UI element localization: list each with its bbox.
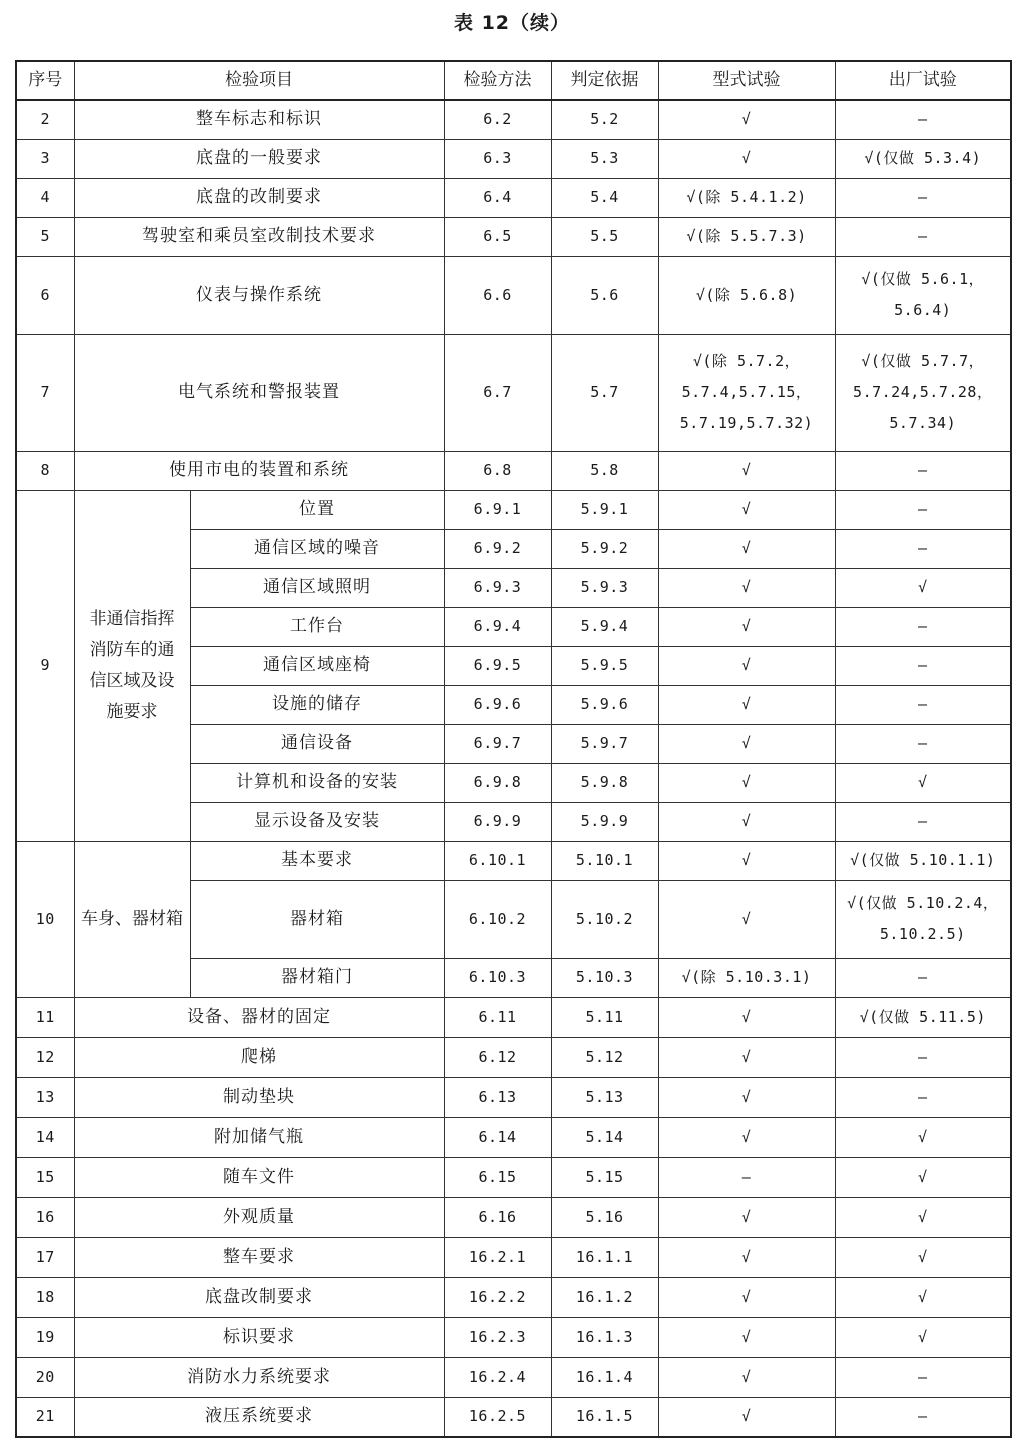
row-method: 6.6 xyxy=(444,256,551,334)
row-type-test: √(除 5.4.1.2) xyxy=(658,178,835,217)
row-basis: 5.9.5 xyxy=(551,646,658,685)
row-factory-test: √(仅做 5.3.4) xyxy=(835,139,1011,178)
row-factory-test: — xyxy=(835,1077,1011,1117)
row-type-test: √ xyxy=(658,100,835,139)
row-type-test: √ xyxy=(658,1197,835,1237)
row-item: 消防水力系统要求 xyxy=(74,1357,444,1397)
row-factory-test: √ xyxy=(835,1197,1011,1237)
header-method: 检验方法 xyxy=(444,61,551,100)
row-item: 整车要求 xyxy=(74,1237,444,1277)
row-basis: 5.9.4 xyxy=(551,607,658,646)
row-factory-test: — xyxy=(835,1397,1011,1437)
table-row xyxy=(16,139,1011,178)
row-item: 标识要求 xyxy=(74,1317,444,1357)
row-factory-test: √ xyxy=(835,1117,1011,1157)
row-type-test: √ xyxy=(658,997,835,1037)
row-factory-test: — xyxy=(835,646,1011,685)
table-row xyxy=(16,100,1011,139)
row-factory-test: — xyxy=(835,607,1011,646)
row-factory-test: — xyxy=(835,217,1011,256)
subrow-item: 设施的储存 xyxy=(190,685,444,724)
row-method: 6.10.3 xyxy=(444,958,551,997)
row-factory-test: — xyxy=(835,1357,1011,1397)
subrow-item: 通信区域照明 xyxy=(190,568,444,607)
table-row xyxy=(16,178,1011,217)
row-number: 19 xyxy=(16,1317,74,1357)
row-method: 16.2.2 xyxy=(444,1277,551,1317)
row-factory-test: — xyxy=(835,529,1011,568)
row-number: 5 xyxy=(16,217,74,256)
row-factory-test: — xyxy=(835,490,1011,529)
subrow-item: 通信区域座椅 xyxy=(190,646,444,685)
group-label: 非通信指挥 消防车的通 信区域及设 施要求 xyxy=(74,490,190,841)
row-type-test: √(除 5.10.3.1) xyxy=(658,958,835,997)
table-row xyxy=(16,1117,1011,1157)
row-method: 6.5 xyxy=(444,217,551,256)
row-type-test: √ xyxy=(658,763,835,802)
row-type-test: √ xyxy=(658,1117,835,1157)
row-method: 16.2.4 xyxy=(444,1357,551,1397)
row-factory-test: — xyxy=(835,451,1011,490)
inspection-table xyxy=(15,60,1012,1438)
row-method: 6.9.2 xyxy=(444,529,551,568)
row-method: 6.9.1 xyxy=(444,490,551,529)
row-type-test: √ xyxy=(658,841,835,880)
row-basis: 5.15 xyxy=(551,1157,658,1197)
row-method: 6.7 xyxy=(444,334,551,451)
subrow-item: 通信设备 xyxy=(190,724,444,763)
row-basis: 5.9.8 xyxy=(551,763,658,802)
header-item: 检验项目 xyxy=(74,61,444,100)
row-method: 6.9.9 xyxy=(444,802,551,841)
row-factory-test: — xyxy=(835,685,1011,724)
table-row xyxy=(16,1317,1011,1357)
subrow-item: 工作台 xyxy=(190,607,444,646)
row-number: 11 xyxy=(16,997,74,1037)
table-row xyxy=(16,217,1011,256)
row-basis: 5.3 xyxy=(551,139,658,178)
row-basis: 5.2 xyxy=(551,100,658,139)
row-number: 17 xyxy=(16,1237,74,1277)
row-basis: 5.8 xyxy=(551,451,658,490)
row-basis: 5.9.3 xyxy=(551,568,658,607)
row-basis: 5.9.1 xyxy=(551,490,658,529)
row-number: 21 xyxy=(16,1397,74,1437)
row-basis: 16.1.1 xyxy=(551,1237,658,1277)
row-factory-test: — xyxy=(835,1037,1011,1077)
row-number: 15 xyxy=(16,1157,74,1197)
row-type-test: √ xyxy=(658,607,835,646)
row-method: 6.8 xyxy=(444,451,551,490)
row-number: 12 xyxy=(16,1037,74,1077)
row-method: 6.10.1 xyxy=(444,841,551,880)
row-method: 6.9.3 xyxy=(444,568,551,607)
row-number: 16 xyxy=(16,1197,74,1237)
row-basis: 5.12 xyxy=(551,1037,658,1077)
row-method: 16.2.1 xyxy=(444,1237,551,1277)
row-type-test: √ xyxy=(658,646,835,685)
row-factory-test: — xyxy=(835,178,1011,217)
row-basis: 5.10.3 xyxy=(551,958,658,997)
header-type-test: 型式试验 xyxy=(658,61,835,100)
subrow-item: 计算机和设备的安装 xyxy=(190,763,444,802)
row-method: 6.16 xyxy=(444,1197,551,1237)
row-item: 底盘的一般要求 xyxy=(74,139,444,178)
row-method: 6.10.2 xyxy=(444,880,551,958)
row-factory-test: √(仅做 5.11.5) xyxy=(835,997,1011,1037)
table-row xyxy=(16,334,1011,451)
row-basis: 5.7 xyxy=(551,334,658,451)
row-item: 附加储气瓶 xyxy=(74,1117,444,1157)
row-factory-test: — xyxy=(835,958,1011,997)
row-item: 仪表与操作系统 xyxy=(74,256,444,334)
row-basis: 5.10.1 xyxy=(551,841,658,880)
row-type-test: √ xyxy=(658,1277,835,1317)
row-factory-test: √(仅做 5.10.2.4， 5.10.2.5) xyxy=(835,880,1011,958)
row-factory-test: — xyxy=(835,100,1011,139)
row-method: 6.9.4 xyxy=(444,607,551,646)
row-method: 6.12 xyxy=(444,1037,551,1077)
row-factory-test: √ xyxy=(835,1157,1011,1197)
table-row xyxy=(16,1397,1011,1437)
row-factory-test: √(仅做 5.7.7， 5.7.24,5.7.28， 5.7.34) xyxy=(835,334,1011,451)
row-number: 7 xyxy=(16,334,74,451)
row-number: 3 xyxy=(16,139,74,178)
row-number: 10 xyxy=(16,841,74,997)
row-item: 底盘改制要求 xyxy=(74,1277,444,1317)
table-row xyxy=(16,841,1011,880)
row-factory-test: √(仅做 5.6.1， 5.6.4) xyxy=(835,256,1011,334)
row-method: 6.4 xyxy=(444,178,551,217)
row-basis: 16.1.5 xyxy=(551,1397,658,1437)
row-factory-test: √ xyxy=(835,1317,1011,1357)
row-item: 外观质量 xyxy=(74,1197,444,1237)
row-basis: 5.13 xyxy=(551,1077,658,1117)
row-number: 8 xyxy=(16,451,74,490)
header-no: 序号 xyxy=(16,61,74,100)
table-row xyxy=(16,997,1011,1037)
row-basis: 5.6 xyxy=(551,256,658,334)
row-number: 2 xyxy=(16,100,74,139)
table-row xyxy=(16,1237,1011,1277)
row-method: 6.9.5 xyxy=(444,646,551,685)
row-item: 电气系统和警报装置 xyxy=(74,334,444,451)
row-factory-test: √ xyxy=(835,763,1011,802)
row-number: 20 xyxy=(16,1357,74,1397)
header-basis: 判定依据 xyxy=(551,61,658,100)
row-item: 使用市电的装置和系统 xyxy=(74,451,444,490)
header-factory-test: 出厂试验 xyxy=(835,61,1011,100)
row-method: 6.9.6 xyxy=(444,685,551,724)
row-basis: 5.9.7 xyxy=(551,724,658,763)
row-item: 整车标志和标识 xyxy=(74,100,444,139)
row-type-test: √ xyxy=(658,139,835,178)
table-row xyxy=(16,1277,1011,1317)
subrow-item: 基本要求 xyxy=(190,841,444,880)
row-type-test: √ xyxy=(658,451,835,490)
row-method: 6.15 xyxy=(444,1157,551,1197)
row-item: 驾驶室和乘员室改制技术要求 xyxy=(74,217,444,256)
row-factory-test: √ xyxy=(835,1237,1011,1277)
row-type-test: √ xyxy=(658,724,835,763)
row-basis: 5.16 xyxy=(551,1197,658,1237)
row-basis: 5.9.2 xyxy=(551,529,658,568)
row-factory-test: — xyxy=(835,724,1011,763)
table-row xyxy=(16,1037,1011,1077)
row-method: 6.2 xyxy=(444,100,551,139)
row-type-test: √(除 5.7.2， 5.7.4,5.7.15， 5.7.19,5.7.32) xyxy=(658,334,835,451)
row-type-test: √ xyxy=(658,490,835,529)
row-type-test: — xyxy=(658,1157,835,1197)
row-type-test: √(除 5.6.8) xyxy=(658,256,835,334)
row-basis: 5.4 xyxy=(551,178,658,217)
table-title: 表 12（续） xyxy=(453,12,571,34)
row-number: 6 xyxy=(16,256,74,334)
row-item: 制动垫块 xyxy=(74,1077,444,1117)
row-basis: 5.14 xyxy=(551,1117,658,1157)
subrow-item: 器材箱 xyxy=(190,880,444,958)
row-type-test: √ xyxy=(658,1397,835,1437)
subrow-item: 显示设备及安装 xyxy=(190,802,444,841)
row-type-test: √ xyxy=(658,1317,835,1357)
row-method: 6.9.7 xyxy=(444,724,551,763)
table-row xyxy=(16,256,1011,334)
row-method: 6.9.8 xyxy=(444,763,551,802)
row-number: 14 xyxy=(16,1117,74,1157)
row-method: 6.14 xyxy=(444,1117,551,1157)
row-type-test: √ xyxy=(658,1037,835,1077)
row-type-test: √(除 5.5.7.3) xyxy=(658,217,835,256)
row-number: 18 xyxy=(16,1277,74,1317)
subrow-item: 通信区域的噪音 xyxy=(190,529,444,568)
row-basis: 5.9.6 xyxy=(551,685,658,724)
row-type-test: √ xyxy=(658,1357,835,1397)
row-method: 6.3 xyxy=(444,139,551,178)
row-type-test: √ xyxy=(658,802,835,841)
table-row xyxy=(16,1197,1011,1237)
row-type-test: √ xyxy=(658,1077,835,1117)
row-factory-test: √(仅做 5.10.1.1) xyxy=(835,841,1011,880)
row-method: 16.2.5 xyxy=(444,1397,551,1437)
row-basis: 16.1.4 xyxy=(551,1357,658,1397)
group-label: 车身、器材箱 xyxy=(74,841,190,997)
row-factory-test: √ xyxy=(835,1277,1011,1317)
row-type-test: √ xyxy=(658,685,835,724)
row-type-test: √ xyxy=(658,880,835,958)
row-item: 设备、器材的固定 xyxy=(74,997,444,1037)
header-row xyxy=(16,61,1011,100)
row-item: 底盘的改制要求 xyxy=(74,178,444,217)
row-type-test: √ xyxy=(658,529,835,568)
row-method: 6.11 xyxy=(444,997,551,1037)
row-factory-test: — xyxy=(835,802,1011,841)
table-row xyxy=(16,451,1011,490)
row-basis: 5.10.2 xyxy=(551,880,658,958)
row-basis: 16.1.3 xyxy=(551,1317,658,1357)
subrow-item: 器材箱门 xyxy=(190,958,444,997)
row-basis: 5.11 xyxy=(551,997,658,1037)
row-item: 随车文件 xyxy=(74,1157,444,1197)
row-type-test: √ xyxy=(658,568,835,607)
row-number: 9 xyxy=(16,490,74,841)
table-row xyxy=(16,1077,1011,1117)
row-basis: 5.5 xyxy=(551,217,658,256)
table-body xyxy=(16,100,1011,1437)
table-row xyxy=(16,1357,1011,1397)
row-number: 13 xyxy=(16,1077,74,1117)
row-item: 爬梯 xyxy=(74,1037,444,1077)
row-factory-test: √ xyxy=(835,568,1011,607)
row-number: 4 xyxy=(16,178,74,217)
row-item: 液压系统要求 xyxy=(74,1397,444,1437)
row-basis: 16.1.2 xyxy=(551,1277,658,1317)
table-row xyxy=(16,490,1011,529)
row-basis: 5.9.9 xyxy=(551,802,658,841)
row-method: 16.2.3 xyxy=(444,1317,551,1357)
row-type-test: √ xyxy=(658,1237,835,1277)
row-method: 6.13 xyxy=(444,1077,551,1117)
table-row xyxy=(16,1157,1011,1197)
subrow-item: 位置 xyxy=(190,490,444,529)
